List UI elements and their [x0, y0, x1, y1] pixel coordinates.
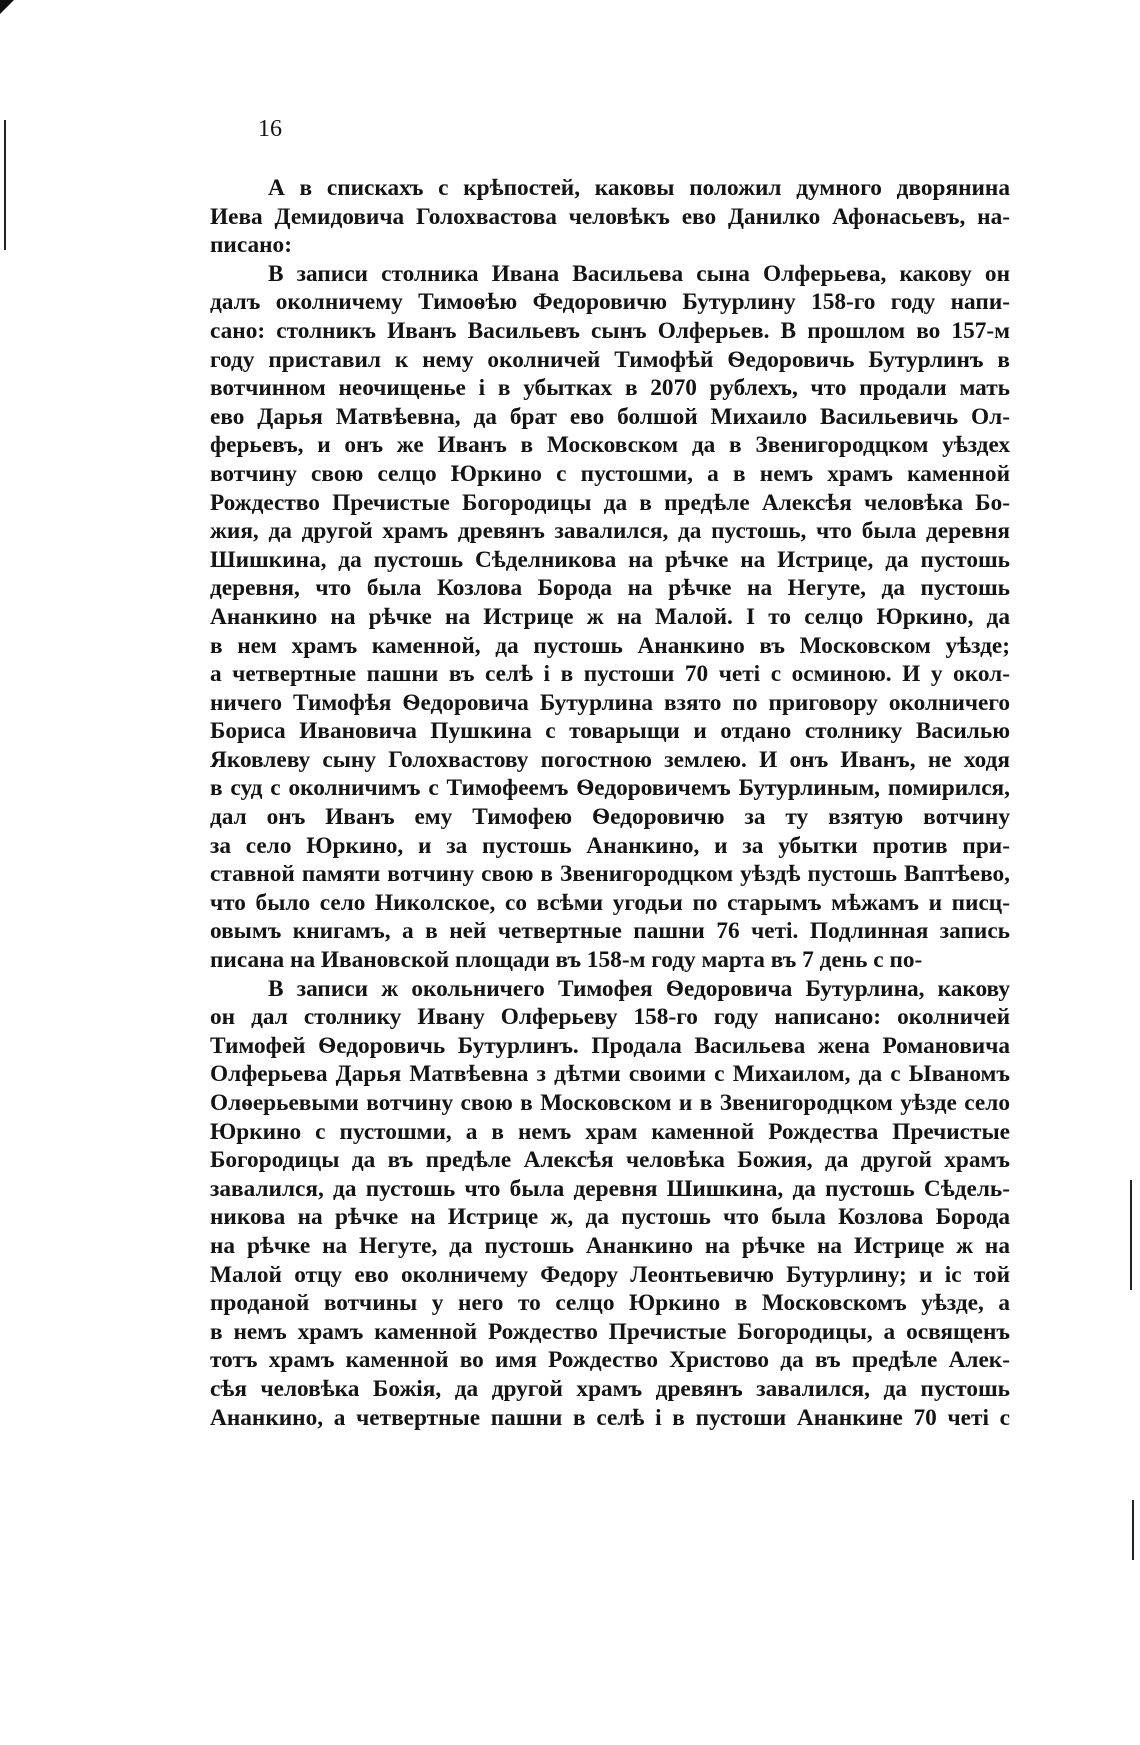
text-line: сано: столникъ Иванъ Васильевъ сынъ Олферьев. В прошлом во 157-м	[210, 317, 1010, 344]
text-line: за село Юркино, и за пустошь Ананкино, и за убытки против при-	[210, 832, 1010, 859]
paragraph-2	[210, 260, 1010, 975]
scan-right-edge-mark	[1130, 1180, 1132, 1290]
text-line: он дал столнику Ивану Олферьеву 158-го году написано: околничей	[210, 1004, 1010, 1031]
text-line: Олферьева Дарья Матвѣевна з дѣтми своими с Михаилом, да с Ываномъ	[210, 1061, 1010, 1088]
text-line: году приставил к нему околничей Тимофѣй Ѳедоровичь Бутурлинъ в	[210, 346, 1010, 373]
text-line: а четвертные пашни въ селѣ і в пустоши 70 четі с осминою. И у окол-	[210, 661, 1010, 688]
text-line: Олѳерьевыми вотчину свою в Московском и в Звенигородцком уѣзде село	[210, 1090, 1010, 1116]
text-line: В записи столника Ивана Васильева сына Олферьева, какову он	[268, 260, 1010, 287]
text-line: Рождество Пречистые Богородицы да в предѣле Алексѣя человѣка Бо-	[210, 489, 1010, 516]
text-line: деревня, что была Козлова Борода на рѣчке на Негуте, да пустошь	[210, 575, 1010, 602]
document-body	[210, 174, 1010, 1432]
text-line: в нем храмъ каменной, да пустошь Ананкино въ Московском уѣзде;	[210, 632, 1010, 659]
text-line: ничего Тимофѣя Ѳедоровича Бутурлина взято по приговору околничего	[210, 689, 1010, 716]
text-line: в суд с околничимъ с Тимофеемъ Ѳедоровичемъ Бутурлиным, помирился,	[210, 775, 1010, 802]
text-line: дал онъ Иванъ ему Тимофею Ѳедоровичю за ту взятую вотчину	[210, 804, 1010, 831]
text-line: ставной памяти вотчину свою в Звенигородцком уѣздѣ пустошь Ваптѣево,	[210, 861, 1010, 888]
text-line: в немъ храмъ каменной Рождество Пречистые Богородицы, а освященъ	[210, 1318, 1010, 1345]
text-line: писано:	[210, 232, 292, 259]
text-line: Ананкино, а четвертные пашни в селѣ і в пустоши Ананкине 70 четі с	[210, 1404, 1010, 1431]
text-line: Яковлеву сыну Голохвастову погостною землею. И онъ Иванъ, не ходя	[210, 746, 1010, 773]
text-line: сѣя человѣка Божія, да другой храмъ древянъ завалился, да пустошь	[210, 1375, 1010, 1402]
scan-corner-mark	[0, 0, 14, 14]
text-line: вотчинном неочищенье і в убытках в 2070 рублехъ, что продали мать	[210, 375, 1010, 402]
text-line: вотчину свою селцо Юркино с пустошми, а в немъ храмъ каменной	[210, 460, 1010, 487]
text-line: ево Дарья Матвѣевна, да брат ево болшой Михаило Васильевичь Ол-	[210, 403, 1010, 430]
text-line: А в спискахъ с крѣпостей, каковы положил думного дворянина	[268, 175, 1010, 201]
text-line: далъ околничему Тимоѳѣю Федоровичю Бутурлину 158-го году напи-	[210, 289, 1010, 316]
paragraph-1	[210, 174, 1010, 260]
text-line: проданой вотчины у него то селцо Юркино в Московскомъ уѣзде, а	[210, 1290, 1010, 1317]
text-line: на рѣчке на Негуте, да пустошь Ананкино на рѣчке на Истрице ж на	[210, 1232, 1010, 1259]
text-line: жия, да другой храмъ древянъ завалился, да пустошь, что была деревня	[210, 518, 1010, 545]
text-line: писана на Ивановской площади въ 158-м году марта въ 7 день с по-	[210, 947, 923, 974]
text-line: ферьевъ, и онъ же Иванъ в Московском да в Звенигородцком уѣздех	[210, 432, 1010, 459]
text-line: что было село Николское, со всѣми угодьи по старымъ мѣжамъ и писц-	[210, 889, 1010, 916]
text-line: Шишкина, да пустошь Сѣделникова на рѣчке на Истрице, да пустошь	[210, 546, 1010, 573]
text-line: В записи ж окольничего Тимофея Ѳедоровича Бутурлина, какову	[268, 975, 1010, 1002]
paragraph-3	[210, 975, 1010, 1433]
text-line: Тимофей Ѳедоровичь Бутурлинъ. Продала Васильева жена Романовича	[210, 1032, 1010, 1059]
text-line: никова на рѣчке на Истрице ж, да пустошь что была Козлова Борода	[210, 1204, 1010, 1231]
text-line: овымъ книгамъ, а в ней четвертные пашни 76 четі. Подлинная запись	[210, 918, 1010, 945]
text-line: завалился, да пустошь что была деревня Шишкина, да пустошь Сѣдель-	[210, 1175, 1010, 1202]
text-line: Иева Демидовича Голохвастова человѣкъ ево Данилко Афонасьевъ, на-	[210, 203, 1010, 230]
text-line: Юркино с пустошми, а в немъ храм каменной Рождества Пречистые	[210, 1118, 1010, 1145]
text-line: тотъ храмъ каменной во имя Рождество Христово да въ предѣле Алек-	[210, 1347, 1010, 1374]
scan-right-edge-mark-lower	[1132, 1500, 1134, 1560]
text-line: Богородицы да въ предѣле Алексѣя человѣка Божия, да другой храмъ	[210, 1147, 1010, 1174]
text-line: Ананкино на рѣчке на Истрице ж на Малой. І то селцо Юркино, да	[210, 603, 1010, 630]
text-line: Малой отцу ево околничему Федору Леонтьевичю Бутурлину; и іс той	[210, 1261, 1010, 1288]
scan-left-edge-mark	[4, 120, 6, 250]
page-number: 16	[258, 116, 282, 142]
text-line: Бориса Ивановича Пушкина с товарыщи и отдано столнику Василью	[210, 718, 1010, 745]
